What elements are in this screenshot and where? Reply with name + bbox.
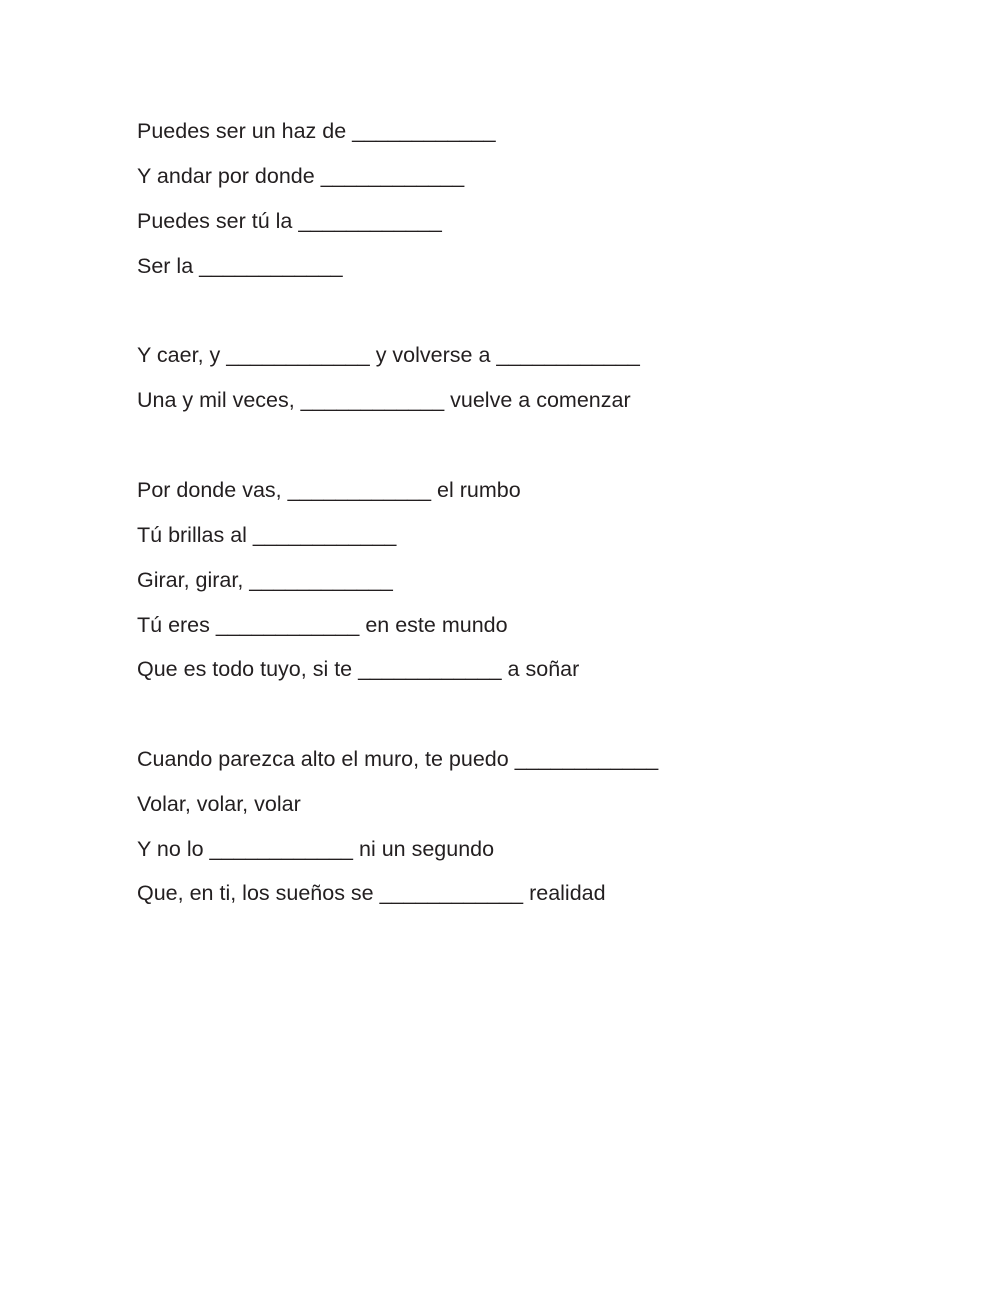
- lyric-line-1-3: Puedes ser tú la ____________: [137, 209, 442, 233]
- lyric-line-3-1: Por donde vas, ____________ el rumbo: [137, 478, 521, 502]
- lyric-line-1-1: Puedes ser un haz de ____________: [137, 119, 496, 143]
- lyric-line-3-3: Girar, girar, ____________: [137, 568, 393, 592]
- lyric-line-2-2: Una y mil veces, ____________ vuelve a comenzar: [137, 388, 631, 412]
- lyric-line-3-5: Que es todo tuyo, si te ____________ a soñar: [137, 657, 580, 681]
- lyric-line-3-2: Tú brillas al ____________: [137, 523, 397, 547]
- lyric-line-4-2: Volar, volar, volar: [137, 792, 301, 816]
- lyric-line-4-4: Que, en ti, los sueños se ____________ realidad: [137, 881, 606, 905]
- lyric-line-4-1: Cuando parezca alto el muro, te puedo ____________: [137, 747, 659, 771]
- lyric-line-2-1: Y caer, y ____________ y volverse a ____________: [137, 343, 640, 367]
- lyric-line-4-3: Y no lo ____________ ni un segundo: [137, 837, 495, 861]
- lyric-line-3-4: Tú eres ____________ en este mundo: [137, 613, 508, 637]
- lyric-line-1-2: Y andar por donde ____________: [137, 164, 465, 188]
- lyric-line-1-4: Ser la ____________: [137, 254, 343, 278]
